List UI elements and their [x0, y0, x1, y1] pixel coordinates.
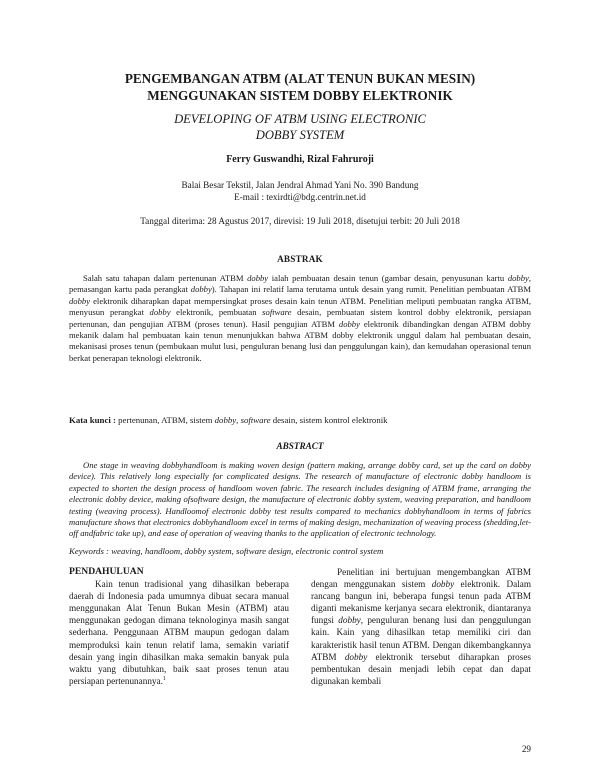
abstrak-text: Salah satu tahapan dalam pertenunan ATBM dobby ialah pembuatan desain tenun (gambar desain, penyusunan kartu dobby, pemasangan kartu pada perangkat dobby). Tahapan ini relatif lama terutama untuk desain yang rumit. Penelitian pembuatan ATBM dobby elektronik diharapkan dapat mempersingkat proses desain kain tenun ATBM. Penelitian meliputi pembuatan rangka ATBM, menyusun perangkat dobby elektronik, pembuatan software desain, pembuatan sistem kontrol dobby elektronik, persiapan pertenunan, dan pengujian ATBM (proses tenun). Hasil pengujian ATBM dobby elektronik dibandingkan dengan ATBM dobby mekanik dalam hal pembuatan kain tenun menunjukkan bahwa ATBM dobby elektronik unggul dalam hal pembuatan desain, mekanisasi proses tenun (pembukaan mulut lusi, penguluran benang lusi dan penggulungan kain), dan kemudahan operasional tenun berkat penerapan teknologi elektronik. — [69, 273, 531, 363]
paper-title — [60, 70, 540, 104]
submission-dates: Tanggal diterima: 28 Agustus 2017, direvisi: 19 Juli 2018, disetujui terbit: 20 Juli 2018 — [140, 216, 460, 226]
abstract-heading: ABSTRACT — [276, 441, 324, 451]
abstract-text: One stage in weaving dobbyhandloom is making woven design (pattern making, arrange dobby card, set up the card on dobby device). This relatively long especially for complicated designs. The research of manufacture of electronic dobby handloom is expected to shorten the design process of handloom woven fabric. The research includes designing of ATBM frame, arranging the electronic dobby device, making ofsoftware design, the manufacture of electronic dobby system, weaving preparation, and handloom testing (weaving process). Handloomof electronic dobby test results compared to mechanics dobbyhandloom in terms of fabrics manufacture shows that electronics dobbyhandloom excel in terms of making design, mechanization of weaving process (shedding,let-off andfabric take up), and ease of operation of weaving thanks to the application of electronic technology. — [69, 460, 531, 539]
subtitle-line-2: DOBBY SYSTEM — [255, 128, 345, 142]
paper-subtitle-english — [60, 111, 540, 143]
affiliation — [60, 179, 540, 203]
kata-kunci: Kata kunci : pertenunan, ATBM, sistem dobby, software desain, sistem kontrol elektronik — [69, 415, 388, 425]
body-column-left — [69, 566, 289, 687]
subtitle-line-1: DEVELOPING OF ATBM USING ELECTRONIC — [174, 112, 426, 126]
body-column-right — [311, 566, 531, 687]
affiliation-address: Balai Besar Tekstil, Jalan Jendral Ahmad Yani No. 390 Bandung — [181, 180, 419, 190]
page-number: 29 — [521, 744, 531, 754]
paragraph-intro: Kain tenun tradisional yang dihasilkan beberapa daerah di Indonesia pada umumnya dibuat secara manual menggunakan Alat Tenun Bukan Mesin (ATBM) atau menggunakan gedogan dimana teknologinya masih sangat sederhana. Penggunaan ATBM maupun gedogan dalam memproduksi kain tenun relatif lama, semakin variatif desain yang ingin dihasilkan maka semakin banyak pula waktu yang dibutuhkan, baik saat proses tenun atau persiapan pertenunannya.$^1$ — [69, 579, 289, 686]
abstrak-heading: ABSTRAK — [277, 254, 323, 264]
affiliation-email: E-mail : texirdti@bdg.centrin.net.id — [234, 192, 366, 202]
keywords: Keywords : weaving, handloom, dobby system, software design, electronic control system — [69, 546, 384, 556]
authors: Ferry Guswandhi, Rizal Fahruroji — [226, 154, 374, 165]
footnote-reference[interactable]: 1 — [162, 675, 166, 682]
kata-kunci-label: Kata kunci : — [69, 415, 116, 425]
section-heading-pendahuluan: PENDAHULUAN — [69, 566, 144, 577]
title-line-1: PENGEMBANGAN ATBM (ALAT TENUN BUKAN MESIN) — [124, 71, 476, 86]
paragraph-objective: Penelitian ini bertujuan mengembangkan ATBM dengan menggunakan sistem dobby elektronik. Dalam rancang bangun ini, beberapa fungsi tenun pada ATBM diganti mekanisme kerjanya secara elektronik, diantaranya fungsi dobby, penguluran benang lusi dan penggulungan kain. Kain yang dihasilkan tetap memiliki ciri dan karakteristik hasil tenun ATBM. Dengan dikembangkannya ATBM dobby elektronik tersebut diharapkan proses pembentukan desain menjadi lebih cepat dan dapat digunakan kembali — [311, 567, 532, 686]
title-line-2: MENGGUNAKAN SISTEM DOBBY ELEKTRONIK — [147, 88, 453, 103]
